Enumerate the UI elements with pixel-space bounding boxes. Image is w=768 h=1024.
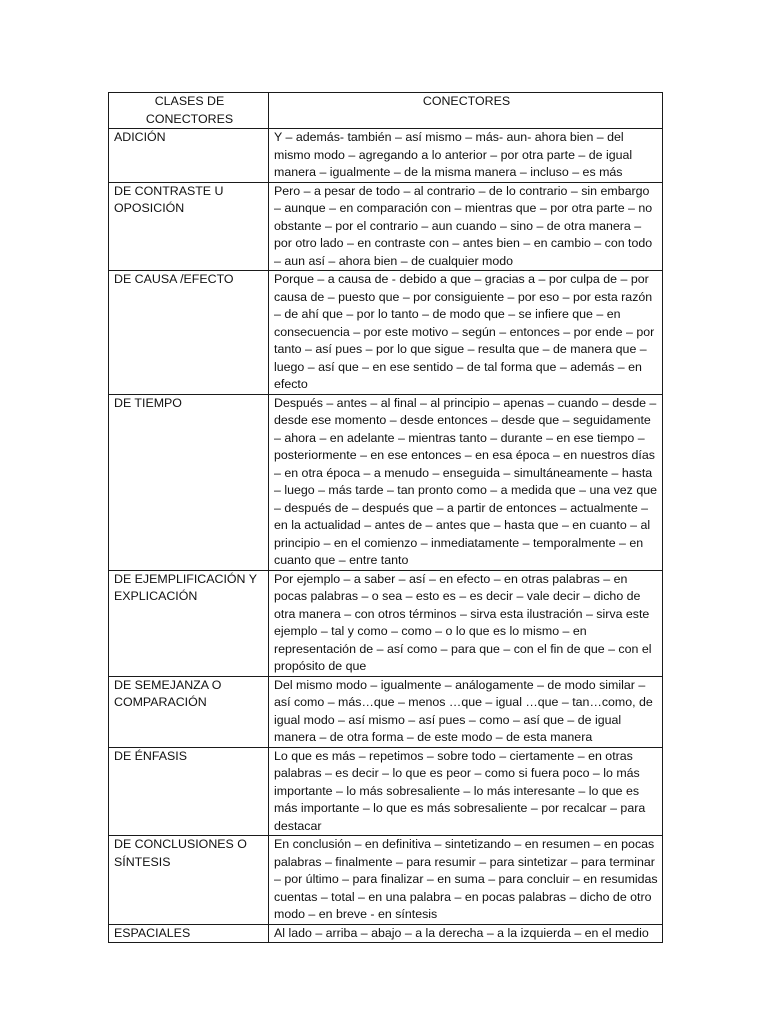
row-class-cell: DE EJEMPLIFICACIÓN Y EXPLICACIÓN (109, 570, 269, 676)
table-row (109, 924, 663, 943)
row-connectors-cell: Lo que es más – repetimos – sobre todo – ciertamente – en otras palabras – es decir – lo que es peor – como si fuera poco – lo más importante – lo más sobresaliente – lo más interesante – lo que es más importante – lo que es más sobresaliente – por recalcar – para destacar (269, 747, 663, 836)
row-connectors-cell: Por ejemplo – a saber – así – en efecto – en otras palabras – en pocas palabras – o sea – esto es – es decir – vale decir – dicho de otra manera – con otros términos – sirva esta ilustración – sirva este ejemplo – tal y como – como – o lo que es lo mismo – en representación de – así como – para que – con el fin de que – con el propósito de que (269, 570, 663, 676)
table-row (109, 570, 663, 676)
table-row (109, 129, 663, 183)
table-header-row (109, 93, 663, 129)
row-class-cell: DE CONTRASTE U OPOSICIÓN (109, 182, 269, 271)
row-connectors-cell: Pero – a pesar de todo – al contrario – de lo contrario – sin embargo – aunque – en comparación con – mientras que – por otra parte – no obstante – por el contrario – aun cuando – sino – de otra manera – por otro lado – en contraste con – antes bien – en cambio – con todo – aun así – ahora bien – de cualquier modo (269, 182, 663, 271)
table-row (109, 676, 663, 747)
table-row (109, 836, 663, 925)
row-class-cell: ADICIÓN (109, 129, 269, 183)
row-connectors-cell: Al lado – arriba – abajo – a la derecha – a la izquierda – en el medio (269, 924, 663, 943)
row-class-cell: DE SEMEJANZA O COMPARACIÓN (109, 676, 269, 747)
row-class-cell: DE CONCLUSIONES O SÍNTESIS (109, 836, 269, 925)
row-class-cell: DE ÉNFASIS (109, 747, 269, 836)
table-row (109, 271, 663, 395)
row-connectors-cell: Porque – a causa de - debido a que – gracias a – por culpa de – por causa de – puesto que – por consiguiente – por eso – por esta razón – de ahí que – por lo tanto – de modo que – se infiere que – en consecuencia – por este motivo – según – entonces – por ende – por tanto – así pues – por lo que sigue – resulta que – de manera que – luego – así que – en ese sentido – de tal forma que – además – en efecto (269, 271, 663, 395)
header-connectors: CONECTORES (269, 93, 663, 129)
row-class-cell: DE TIEMPO (109, 394, 269, 570)
table-row (109, 182, 663, 271)
row-class-cell: DE CAUSA /EFECTO (109, 271, 269, 395)
row-connectors-cell: Y – además- también – así mismo – más- aun- ahora bien – del mismo modo – agregando a lo anterior – por otra parte – de igual manera – igualmente – de la misma manera – incluso – es más (269, 129, 663, 183)
row-connectors-cell: En conclusión – en definitiva – sintetizando – en resumen – en pocas palabras – finalmente – para resumir – para sintetizar – para terminar – por último – para finalizar – en suma – para concluir – en resumidas cuentas – total – en una palabra – en pocas palabras – dicho de otro modo – en breve - en síntesis (269, 836, 663, 925)
row-connectors-cell: Después – antes – al final – al principio – apenas – cuando – desde – desde ese momento – desde entonces – desde que – seguidamente – ahora – en adelante – mientras tanto – durante – en ese tiempo – posteriormente – en ese entonces – en esa época – en nuestros días – en otra época – a menudo – enseguida – simultáneamente – hasta – luego – más tarde – tan pronto como – a medida que – una vez que – después de – después que – a partir de entonces – actualmente – en la actualidad – antes de – antes que – hasta que – en cuanto – al principio – en el comienzo – inmediatamente – temporalmente – en cuanto que – entre tanto (269, 394, 663, 570)
row-connectors-cell: Del mismo modo – igualmente – análogamente – de modo similar – así como – más…que – menos …que – igual …que – tan…como, de igual modo – así mismo – así pues – como – así que – de igual manera – de otra forma – de este modo – de esta manera (269, 676, 663, 747)
row-class-cell: ESPACIALES (109, 924, 269, 943)
header-class: CLASES DE CONECTORES (109, 93, 269, 129)
table-row (109, 747, 663, 836)
connectors-table (108, 92, 663, 943)
table-row (109, 394, 663, 570)
